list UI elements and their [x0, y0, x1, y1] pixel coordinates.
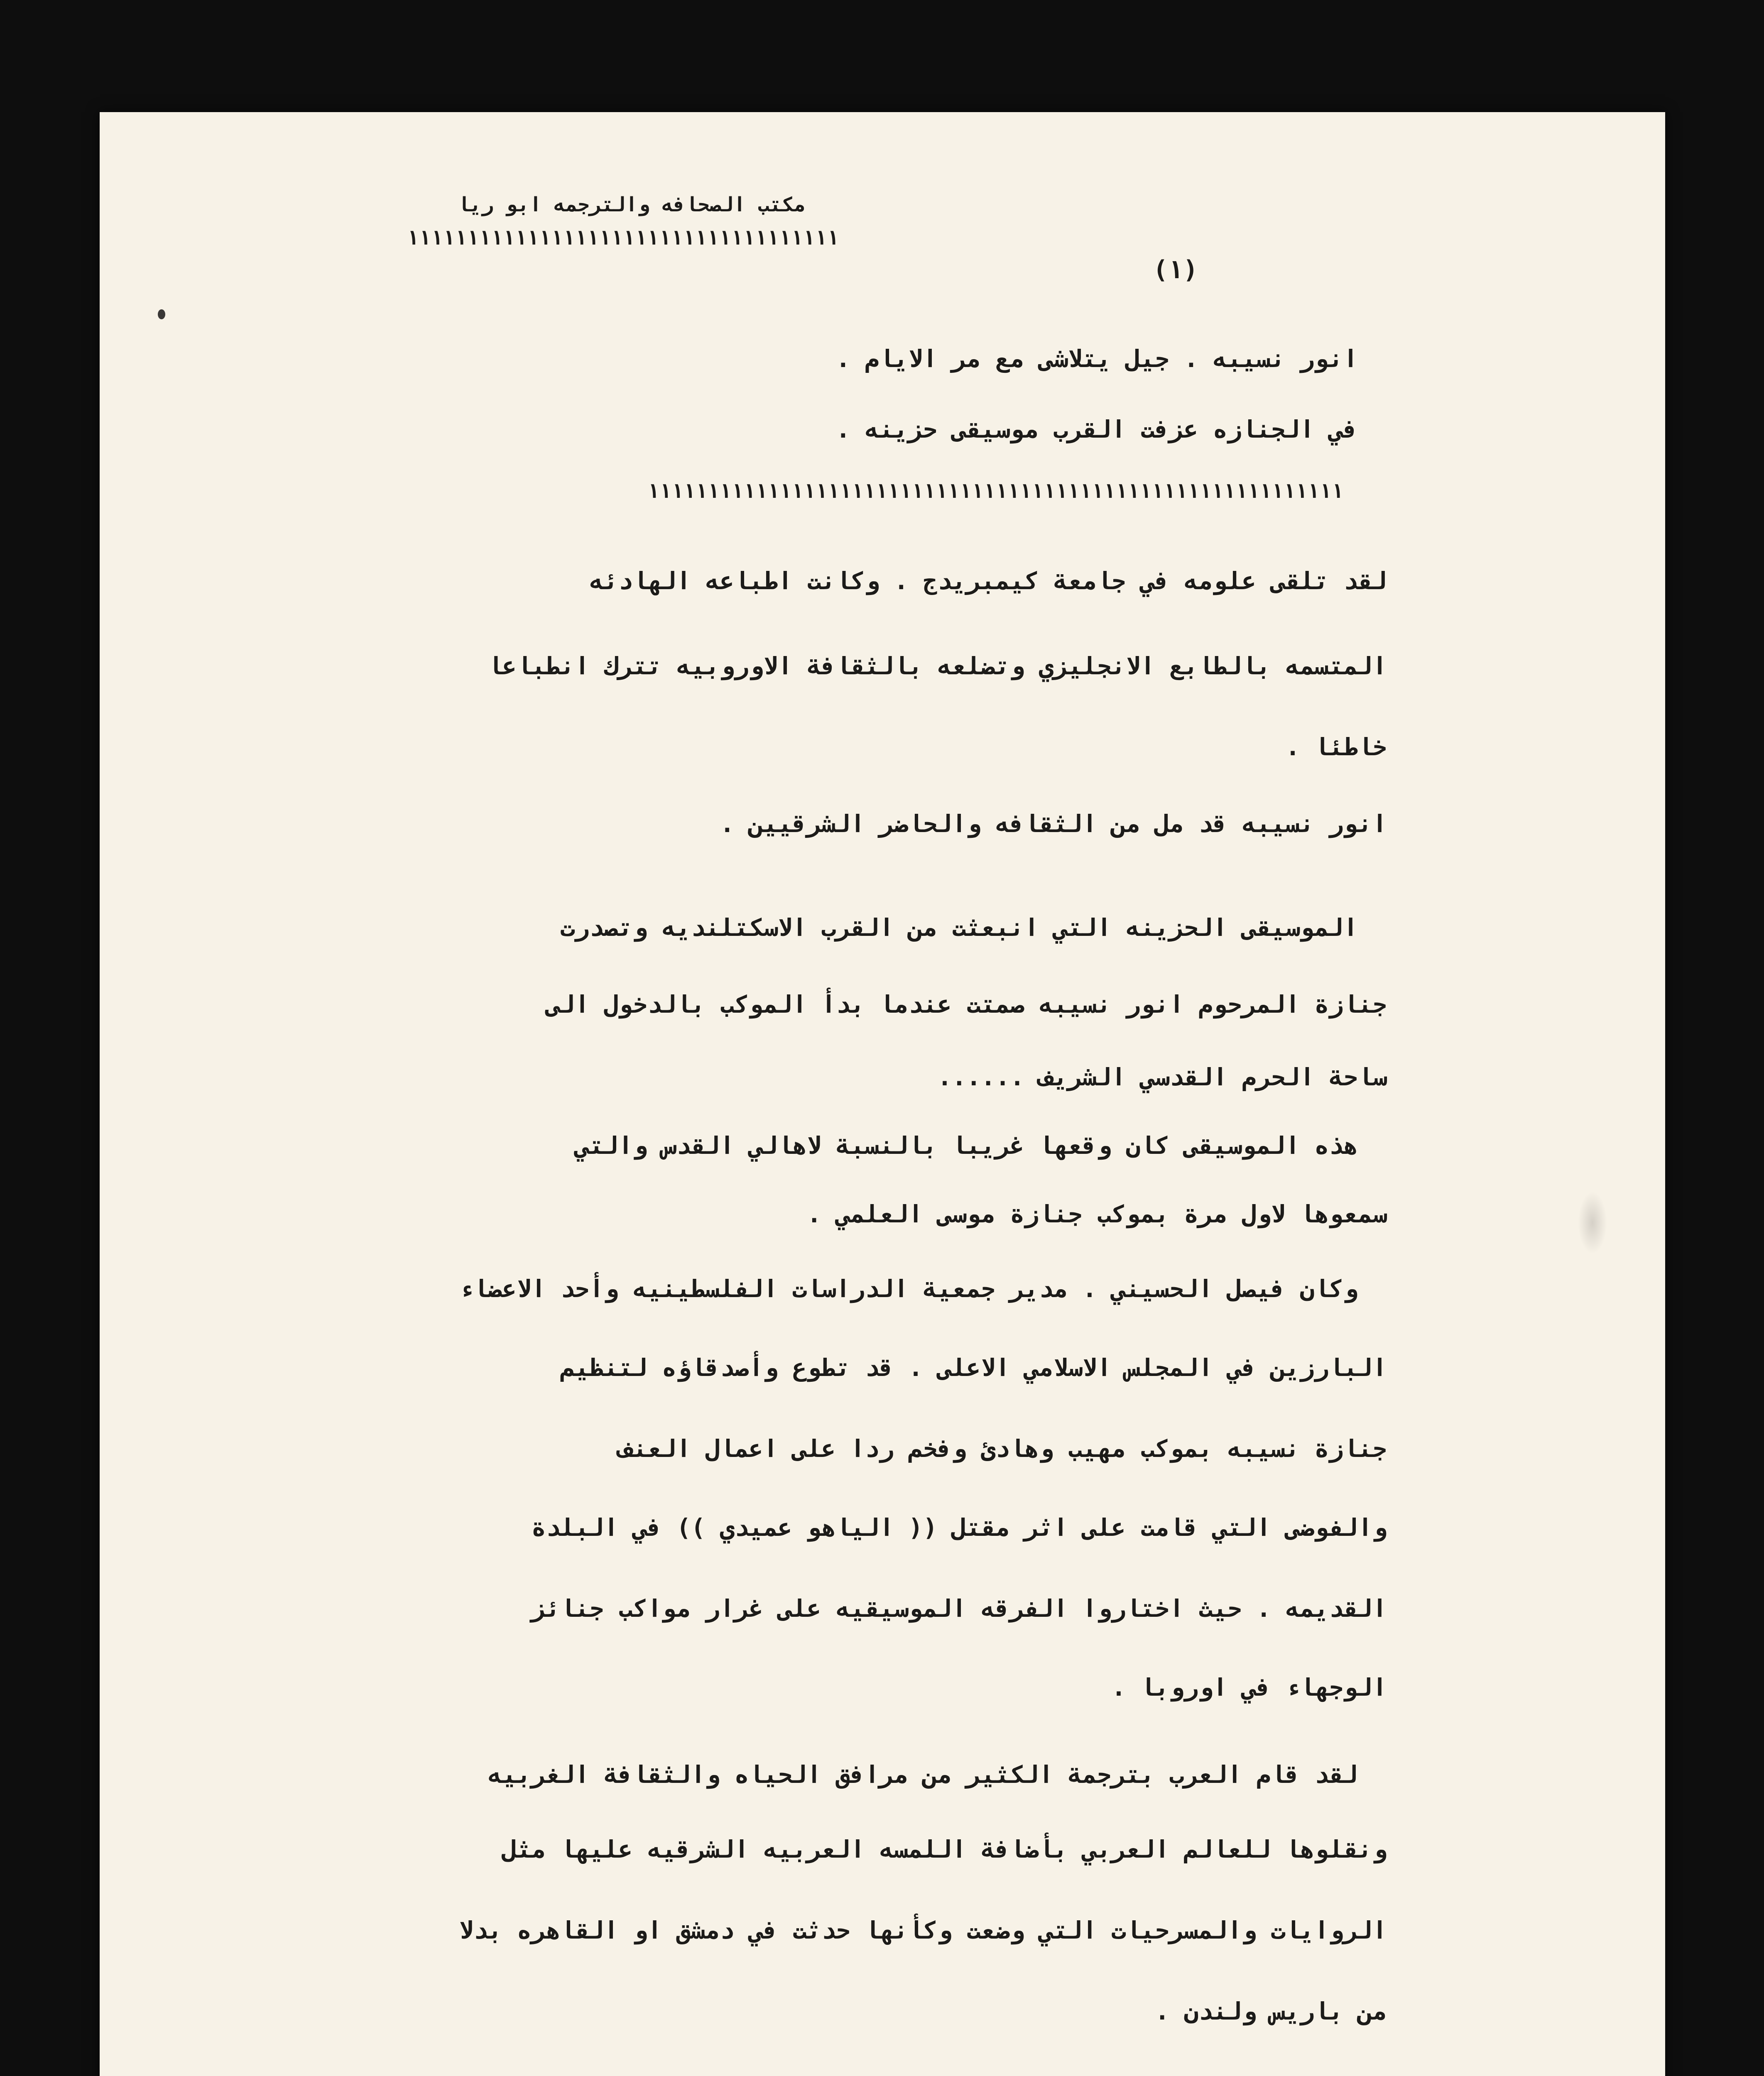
ink-dot	[158, 309, 165, 319]
body-line-8: هذه الموسيقى كان وقعها غريبا بالنسبة لاهالي القدس والتي	[575, 1131, 1358, 1160]
page-number: (١)	[1153, 255, 1198, 284]
paper-smudge	[1578, 1192, 1607, 1254]
body-line-3: خاطئا .	[1285, 733, 1387, 761]
body-line-5: الموسيقى الحزينه التي انبعثت من القرب الاسكتلنديه وتصدرت	[560, 913, 1358, 942]
title-line-2: في الجنازه عزفت القرب موسيقى حزينه .	[835, 415, 1358, 443]
document-page	[100, 112, 1665, 2076]
body-line-11: البارزين في المجلس الاسلامي الاعلى . قد تطوع وأصدقاؤه لتنظيم	[560, 1354, 1387, 1382]
body-line-18: الروايات والمسرحيات التي وضعت وكأنها حدثت في دمشق او القاهره بدلا	[459, 1916, 1387, 1944]
body-line-16: لقد قام العرب بترجمة الكثير من مرافق الحياه والثقافة الغربيه	[488, 1760, 1358, 1789]
office-header: مكتب الصحافه والترجمه ابو ريا	[457, 193, 806, 216]
body-line-7: ساحة الحرم القدسي الشريف ......	[937, 1063, 1387, 1091]
body-line-2: المتسمه بالطابع الانجليزي وتضلعه بالثقافة الاوروبيه تترك انطباعا	[488, 652, 1387, 680]
body-line-6: جنازة المرحوم انور نسيبه صمتت عندما بدأ الموكب بالدخول الى	[546, 990, 1387, 1018]
body-line-19: من باريس ولندن .	[1155, 1997, 1387, 2025]
body-line-15: الوجهاء في اوروبا .	[1111, 1673, 1387, 1701]
body-line-10: وكان فيصل الحسيني . مدير جمعية الدراسات الفلسطينيه وأحد الاعضاء	[459, 1275, 1358, 1303]
body-line-17: ونقلوها للعالم العربي بأضافة اللمسه العربيه الشرقيه عليها مثل	[502, 1835, 1387, 1863]
body-line-13: والفوضى التي قامت على اثر مقتل (( الياهو عميدي )) في البلدة	[531, 1513, 1387, 1542]
body-line-14: القديمه . حيث اختاروا الفرقه الموسيقيه على غرار مواكب جنائز	[531, 1594, 1387, 1623]
header-rule: ١١١١١١١١١١١١١١١١١١١١١١١١١١١١١١١١١١١١	[407, 226, 839, 250]
body-line-9: سمعوها لاول مرة بموكب جنازة موسى العلمي .	[807, 1200, 1387, 1228]
body-line-12: جنازة نسيبه بموكب مهيب وهادئ وفخم ردا على اعمال العنف	[618, 1435, 1387, 1463]
title-rule: ١١١١١١١١١١١١١١١١١١١١١١١١١١١١١١١١١١١١١١١١١١١١١١١١١١١١١١١١١١	[647, 480, 1343, 503]
body-line-4: انور نسيبه قد مل من الثقافه والحاضر الشرقيين .	[720, 810, 1387, 838]
body-line-1: لقد تلقى علومه في جامعة كيمبريدج . وكانت اطباعه الهادئه	[589, 567, 1387, 595]
title-line-1: انور نسيبه . جيل يتلاشى مع مر الايام .	[835, 345, 1358, 373]
